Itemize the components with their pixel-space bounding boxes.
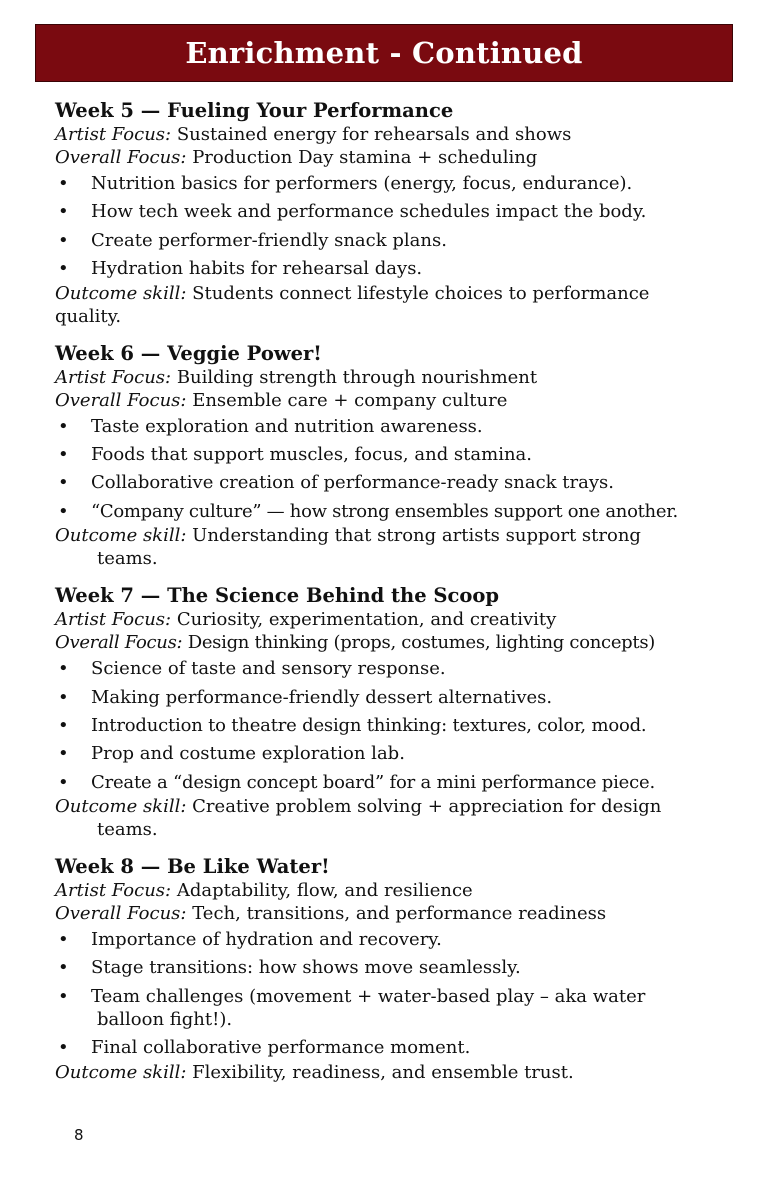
overall-focus-label: Overall Focus:	[55, 903, 187, 925]
page-title: Enrichment - Continued	[185, 36, 583, 70]
overall-focus-label: Overall Focus:	[55, 147, 187, 168]
week-title: Week 7 — The Science Behind the Scoop	[55, 584, 500, 608]
bullet-icon: •	[58, 258, 69, 280]
outcome-skill	[55, 795, 735, 841]
overall-focus-label: Overall Focus:	[55, 389, 187, 411]
week-title: Week 6 — Veggie Power!	[55, 341, 322, 365]
list-item: • Create performer-friendly snack plans.	[58, 229, 447, 251]
list-item: • Stage transitions: how shows move seamlessly.	[58, 957, 521, 979]
outcome-skill	[55, 524, 735, 570]
artist-focus-text: Curiosity, experimentation, and creativity	[171, 609, 557, 631]
bullet-list	[55, 172, 735, 280]
list-item: • Taste exploration and nutrition awareness.	[58, 415, 483, 437]
list-item: • Importance of hydration and recovery.	[58, 929, 442, 951]
outcome-skill-text-cont: quality.	[55, 305, 122, 327]
list-item: • Making performance-friendly dessert alternatives.	[58, 686, 553, 708]
outcome-skill-label: Outcome skill:	[55, 282, 187, 304]
week-6-section	[55, 342, 735, 571]
artist-focus	[55, 879, 735, 902]
bullet-icon: •	[58, 173, 69, 194]
week-7-section	[55, 584, 735, 841]
list-item: • Create a “design concept board” for a mini performance piece.	[58, 771, 655, 793]
artist-focus	[55, 123, 735, 146]
overall-focus	[55, 146, 735, 169]
bullet-icon: •	[58, 1037, 69, 1059]
overall-focus-label: Overall Focus:	[55, 632, 183, 654]
overall-focus-text: Ensemble care + company culture	[186, 389, 508, 411]
outcome-skill-text-cont: teams.	[97, 819, 158, 841]
bullet-icon: •	[58, 500, 69, 522]
list-item: • Nutrition basics for performers (energy, focus, endurance).	[58, 173, 633, 194]
week-5-section	[55, 99, 735, 328]
list-item: • How tech week and performance schedules impact the body.	[58, 201, 647, 223]
week-title: Week 5 — Fueling Your Performance	[55, 99, 454, 122]
artist-focus-label: Artist Focus:	[55, 124, 172, 145]
list-item-continuation: balloon fight!).	[97, 1008, 233, 1030]
bullet-icon: •	[58, 201, 69, 223]
artist-focus-text: Sustained energy for rehearsals and shows	[171, 124, 572, 145]
outcome-skill-label: Outcome skill:	[55, 796, 187, 818]
overall-focus	[55, 902, 735, 925]
outcome-skill-text: Creative problem solving + appreciation for design	[186, 796, 662, 818]
outcome-skill-text-cont: teams.	[97, 548, 158, 570]
overall-focus	[55, 389, 735, 412]
outcome-skill-label: Outcome skill:	[55, 525, 187, 547]
list-item: • Team challenges (movement + water-based play – aka water balloon fight!).	[55, 985, 735, 1031]
bullet-icon: •	[58, 472, 69, 494]
artist-focus-label: Artist Focus:	[55, 880, 172, 902]
list-item: • Final collaborative performance moment.	[58, 1037, 471, 1059]
bullet-icon: •	[58, 957, 69, 979]
overall-focus	[55, 631, 735, 654]
artist-focus-label: Artist Focus:	[55, 366, 172, 388]
bullet-icon: •	[58, 229, 69, 251]
outcome-skill-text: Understanding that strong artists support strong	[186, 525, 641, 547]
bullet-icon: •	[58, 443, 69, 465]
list-item: • “Company culture” — how strong ensembles support one another.	[58, 500, 678, 522]
list-item: • Science of taste and sensory response.	[58, 658, 446, 680]
main-content	[55, 99, 735, 1098]
outcome-skill-text: Students connect lifestyle choices to performance	[186, 282, 650, 304]
bullet-list	[55, 928, 735, 1059]
outcome-skill-label: Outcome skill:	[55, 1061, 187, 1083]
page-number: 8	[74, 1126, 84, 1144]
week-title: Week 8 — Be Like Water!	[55, 855, 330, 879]
list-item: • Prop and costume exploration lab.	[58, 743, 405, 765]
list-item: • Introduction to theatre design thinking: textures, color, mood.	[58, 714, 647, 736]
week-8-section	[55, 855, 735, 1084]
list-item: • Foods that support muscles, focus, and stamina.	[58, 443, 533, 465]
artist-focus-text: Building strength through nourishment	[171, 366, 538, 388]
overall-focus-text: Production Day stamina + scheduling	[186, 147, 538, 168]
overall-focus-text: Design thinking (props, costumes, lighting concepts)	[182, 632, 655, 654]
bullet-icon: •	[58, 743, 69, 765]
artist-focus-text: Adaptability, flow, and resilience	[171, 880, 473, 902]
header-banner	[35, 24, 733, 82]
bullet-icon: •	[58, 415, 69, 437]
bullet-icon: •	[58, 929, 69, 951]
artist-focus-label: Artist Focus:	[55, 609, 172, 631]
bullet-list	[55, 657, 735, 794]
artist-focus	[55, 608, 735, 631]
overall-focus-text: Tech, transitions, and performance readiness	[186, 903, 607, 925]
list-item: • Hydration habits for rehearsal days.	[58, 258, 423, 280]
list-item: • Collaborative creation of performance-ready snack trays.	[58, 472, 614, 494]
bullet-icon: •	[58, 714, 69, 736]
artist-focus	[55, 366, 735, 389]
bullet-icon: •	[58, 985, 69, 1007]
outcome-skill	[55, 282, 735, 328]
bullet-icon: •	[58, 686, 69, 708]
bullet-icon: •	[58, 658, 69, 680]
outcome-skill	[55, 1061, 735, 1084]
outcome-skill-text: Flexibility, readiness, and ensemble trust.	[186, 1061, 574, 1083]
bullet-list	[55, 415, 735, 523]
bullet-icon: •	[58, 771, 69, 793]
